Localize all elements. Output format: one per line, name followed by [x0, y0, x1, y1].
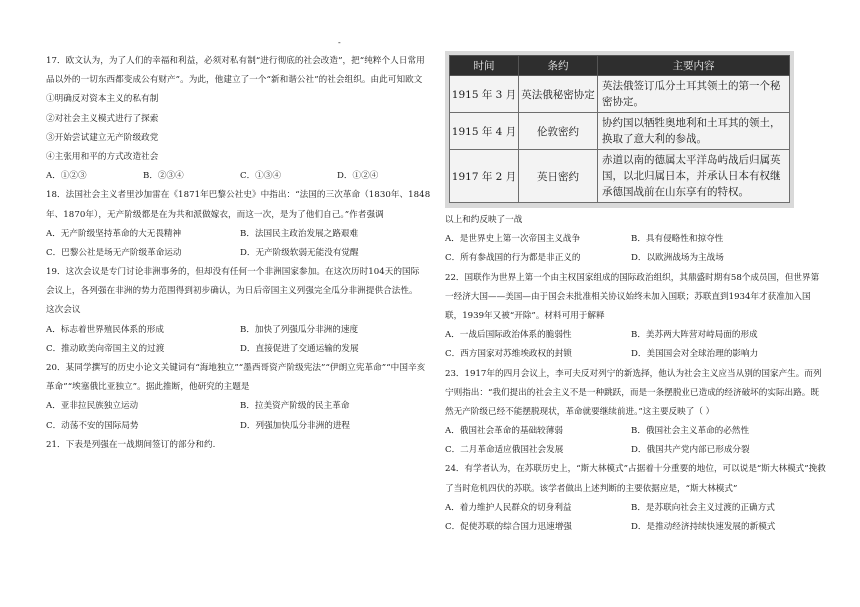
question-text: 联，1939年又被“开除”。材料可用于解释	[445, 310, 605, 321]
cell-time: 1915 年 3 月	[450, 76, 519, 113]
options-row	[46, 340, 434, 359]
treaty-table	[449, 55, 790, 203]
question-19	[46, 263, 434, 359]
options-row	[46, 417, 434, 436]
page-marker: -	[338, 38, 341, 47]
question-text: 20．某同学撰写的历史小论文关键词有“海地独立”“墨西哥资产阶级宪法”“伊朗立宪革命”“中国辛亥	[46, 363, 426, 373]
option-b[interactable]: B．拉美资产阶级的民主革命	[240, 401, 350, 412]
options-row	[46, 397, 434, 416]
option-a[interactable]: A．一战后国际政治体系的脆弱性	[445, 330, 572, 341]
cell-content: 赤道以南的德属太平洋岛屿战后归属英国，以北归属日本，并承认日本有权继承德国战前在山东享有的特权。	[598, 150, 790, 203]
option-b[interactable]: B．具有侵略性和掠夺性	[631, 234, 724, 245]
options-row	[445, 441, 817, 460]
option-b[interactable]: B．俄国社会主义革命的必然性	[631, 426, 750, 437]
cell-time: 1915 年 4 月	[450, 113, 519, 150]
question-17	[46, 52, 434, 186]
question-text: 会议上，各列强在非洲的势力范围得到初步确认，为日后帝国主义列强完全瓜分非洲提供合法性。	[46, 286, 418, 297]
question-18	[46, 186, 434, 263]
treaty-table-image	[445, 51, 794, 208]
option-d[interactable]: D．美国国会对全球治理的影响力	[631, 349, 759, 360]
option-b[interactable]: B．②③④	[143, 171, 184, 182]
option-c[interactable]: C．二月革命适应俄国社会发展	[445, 445, 564, 456]
cell-content: 英法俄签订瓜分土耳其领土的第一个秘密协定。	[598, 76, 790, 113]
question-text: 宁则指出：“我们提出的社会主义不是一种跳跃，而是一条摆脱业已造成的经济破坏的实际出路。既	[445, 387, 819, 398]
question-text: 19．这次会议是专门讨论非洲事务的，但却没有任何一个非洲国家参加。在这次历时104天的国际	[46, 267, 420, 278]
table-header-row	[450, 56, 790, 76]
option-a[interactable]: A．亚非拉民族独立运动	[46, 401, 139, 412]
options-row	[445, 230, 817, 249]
table-row	[450, 150, 790, 203]
question-text: 革命”“埃塞俄比亚独立”。据此推断，他研究的主题是	[46, 382, 250, 393]
options-row	[445, 249, 817, 268]
options-row	[445, 345, 817, 364]
right-column	[445, 51, 826, 537]
question-22	[445, 269, 820, 365]
header-treaty: 条约	[519, 56, 598, 76]
table-row	[450, 113, 790, 150]
option-c[interactable]: C．所有参战国的行为都是非正义的	[445, 253, 581, 264]
left-column	[46, 52, 434, 455]
question-text: 22．国联作为世界上第一个由主权国家组成的国际政治组织，其鼎盛时期有58个成员国，但世界第	[445, 272, 820, 283]
option-d[interactable]: D．直接促进了交通运输的发展	[240, 343, 359, 354]
option-a[interactable]: A．着力维护人民群众的切身利益	[445, 502, 572, 513]
question-20	[46, 359, 434, 436]
option-b[interactable]: B．美苏两大阵营对峙局面的形成	[631, 330, 758, 341]
question-text: 18．法国社会主义者里沙加雷在《1871年巴黎公社史》中指出：“法国的三次革命（1830年、1848	[46, 190, 431, 201]
question-21-intro: 21．下表是列强在一战期间签订的部分和约.	[46, 439, 216, 450]
option-a[interactable]: A．标志着世界殖民体系的形成	[46, 324, 164, 335]
header-time: 时间	[450, 56, 519, 76]
question-23	[445, 365, 822, 461]
option-b[interactable]: B．加快了列强瓜分非洲的速度	[240, 324, 359, 335]
option-a[interactable]: A．俄国社会革命的基础较薄弱	[445, 426, 563, 437]
question-text: 24．有学者认为，在苏联历史上，“斯大林模式”占据着十分重要的地位，可以说是“斯大林模式”挽救	[445, 464, 826, 475]
option-d[interactable]: D．列强加快瓜分非洲的进程	[240, 420, 351, 431]
option-d[interactable]: D．俄国共产党内部已形成分裂	[631, 445, 750, 456]
question-text: 17．欧文认为，为了人们的幸福和利益，必须对私有制“进行彻底的社会改造”，把“纯粹个人日常用	[46, 56, 425, 66]
statement-3: ③开始尝试建立无产阶级政党	[46, 132, 159, 143]
statement-1: ①明确反对资本主义的私有制	[46, 94, 159, 105]
option-b[interactable]: B．是苏联向社会主义过渡的正确方式	[631, 502, 775, 513]
option-d[interactable]: D．无产阶级软弱无能没有觉醒	[240, 247, 359, 258]
question-text: 品以外的一切东西都变成公有财产”。为此，他建立了一个“新和谐公社”的社会组织。由此可知欧文	[46, 75, 423, 86]
option-c[interactable]: C．①③④	[240, 171, 281, 182]
statement-4: ④主张用和平的方式改造社会	[46, 151, 159, 162]
options-row	[46, 167, 434, 186]
question-text: 了当时危机四伏的苏联。该学者做出上述判断的主要依据应是，“斯大林模式”	[445, 483, 738, 494]
question-21-body	[445, 211, 817, 269]
cell-treaty: 英日密约	[519, 150, 598, 203]
option-c[interactable]: C．动荡不安的国际局势	[46, 420, 139, 431]
question-24	[445, 460, 826, 537]
option-a[interactable]: A．是世界史上第一次帝国主义战争	[445, 234, 581, 245]
options-row	[445, 518, 817, 537]
question-text: 然无产阶级已经不能摆脱现状，革命就要继续前进。”这主要反映了（ ）	[445, 406, 715, 417]
options-row	[46, 321, 434, 340]
cell-time: 1917 年 2 月	[450, 150, 519, 203]
header-content: 主要内容	[598, 56, 790, 76]
cell-treaty: 英法俄秘密协定	[519, 76, 598, 113]
options-row	[445, 499, 817, 518]
options-row	[46, 244, 434, 263]
cell-treaty: 伦敦密约	[519, 113, 598, 150]
options-row	[445, 422, 817, 441]
question-text: 这次会议	[46, 305, 81, 316]
statement-2: ②对社会主义模式进行了探索	[46, 113, 159, 124]
question-text: 一经济大国——美国—由于国会未批准相关协议始终未加入国联；苏联直到1934年才获准加入国	[445, 291, 811, 302]
option-c[interactable]: C．巴黎公社是场无产阶级革命运动	[46, 247, 182, 258]
question-text: 23．1917年的四月会议上，李可夫反对列宁的新选择，他认为社会主义应当从别的国家产生。而列	[445, 368, 822, 379]
option-a[interactable]: A．无产阶级坚持革命的大无畏精神	[46, 228, 182, 239]
table-row	[450, 76, 790, 113]
option-b[interactable]: B．法国民主政治发展之路艰难	[240, 228, 359, 239]
option-d[interactable]: D．①②④	[337, 171, 379, 182]
question-text: 年、1870年），无产阶级都是在为共和派做嫁衣，而这一次，是为了他们自己。”作者强调	[46, 209, 384, 220]
option-d[interactable]: D．以欧洲战场为主战场	[631, 253, 724, 264]
option-d[interactable]: D．是推动经济持续快速发展的新模式	[631, 522, 776, 532]
option-c[interactable]: C．促使苏联的综合国力迅速增强	[445, 522, 572, 532]
option-c[interactable]: C．西方国家对苏维埃政权的封锁	[445, 349, 572, 360]
option-a[interactable]: A．①②③	[46, 171, 87, 182]
options-row	[46, 225, 434, 244]
cell-content: 协约国以牺牲奥地利和土耳其的领土，换取了意大利的参战。	[598, 113, 790, 150]
option-c[interactable]: C．推动欧美向帝国主义的过渡	[46, 343, 165, 354]
question-text: 以上和约反映了一战	[445, 215, 523, 225]
options-row	[445, 326, 817, 345]
